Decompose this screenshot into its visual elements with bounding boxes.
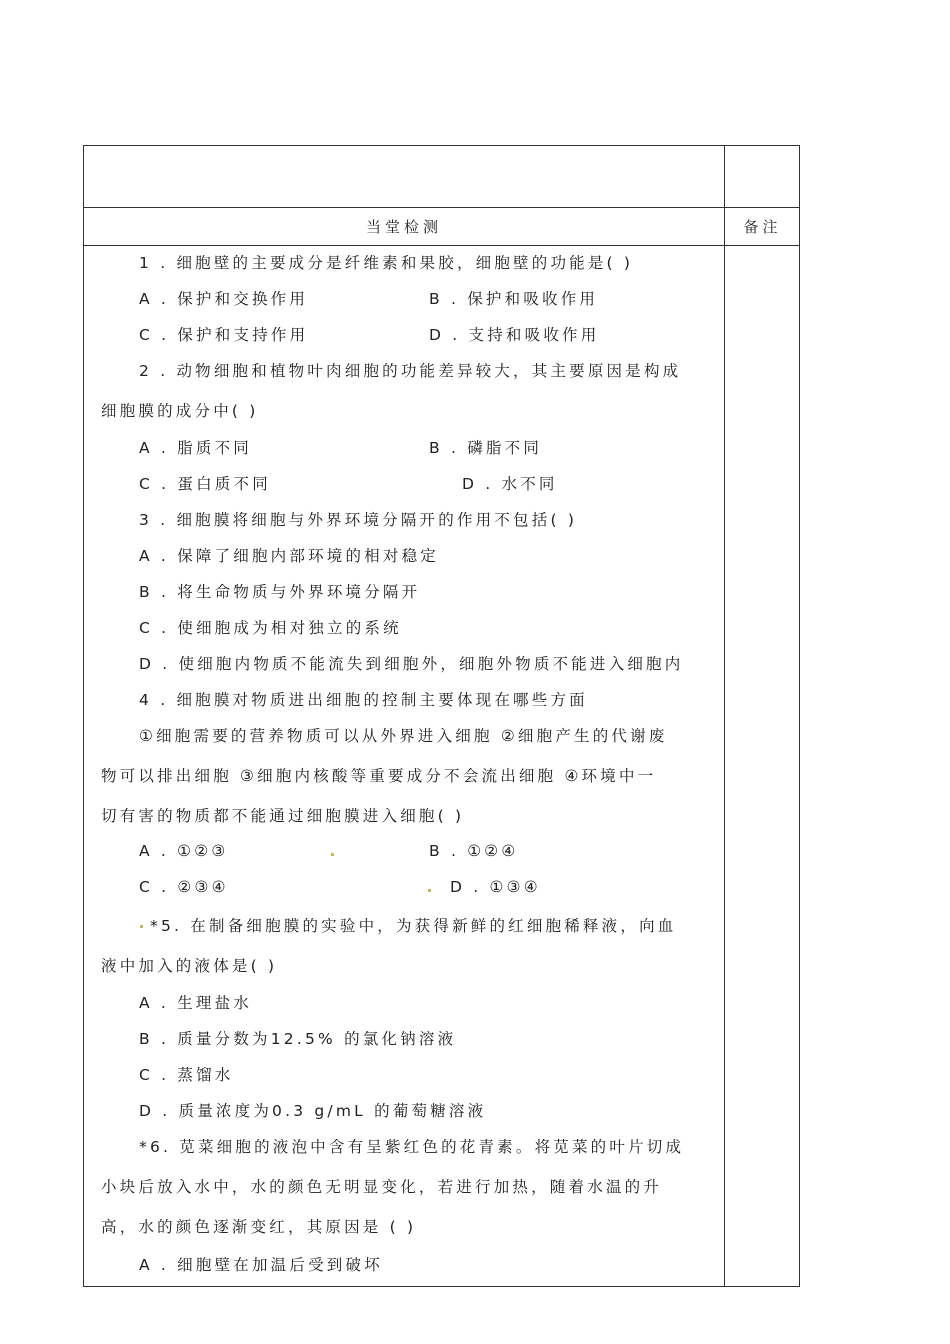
q5-stem-line2: 液中加入的液体是( ) (101, 957, 278, 975)
q3-stem: 3 . 细胞膜将细胞与外界环境分隔开的作用不包括( ) (139, 511, 578, 529)
q1-option-c: C . 保护和支持作用 (139, 326, 309, 344)
q3-option-a: A . 保障了细胞内部环境的相对稳定 (139, 547, 439, 565)
q2-stem-line1: 2 . 动物细胞和植物叶肉细胞的功能差异较大，其主要原因是构成 (139, 362, 682, 380)
q1-option-a: A . 保护和交换作用 (139, 290, 309, 308)
q4-stem: 4 . 细胞膜对物质进出细胞的控制主要体现在哪些方面 (139, 691, 588, 709)
stray-mark (331, 853, 334, 856)
q5-option-d: D . 质量浓度为0.3 g/mL 的葡萄糖溶液 (139, 1102, 487, 1120)
q6-option-a: A . 细胞壁在加温后受到破坏 (139, 1256, 383, 1274)
q4-statements-line2: 物可以排出细胞 ③细胞内核酸等重要成分不会流出细胞 ④环境中一 (101, 767, 657, 785)
row-divider-header (84, 245, 799, 246)
q2-option-a: A . 脂质不同 (139, 439, 252, 457)
q2-stem-line2: 细胞膜的成分中( ) (101, 402, 259, 420)
q2-option-c: C . 蛋白质不同 (139, 475, 271, 493)
q3-option-c: C . 使细胞成为相对独立的系统 (139, 619, 402, 637)
q1-option-d: D . 支持和吸收作用 (429, 326, 600, 344)
q4-option-b: B . ①②④ (429, 842, 519, 860)
column-divider (724, 146, 725, 1286)
q4-option-a: A . ①②③ (139, 842, 229, 860)
stray-mark (428, 889, 431, 892)
q5-stem-line1: *5. 在制备细胞膜的实验中，为获得新鲜的红细胞稀释液，向血 (150, 917, 677, 935)
q1-option-b: B . 保护和吸收作用 (429, 290, 599, 308)
q4-option-c: C . ②③④ (139, 878, 229, 896)
q1-stem: 1 . 细胞壁的主要成分是纤维素和果胶，细胞壁的功能是( ) (139, 254, 634, 272)
q6-stem-line2: 小块后放入水中，水的颜色无明显变化，若进行加热，随着水温的升 (101, 1178, 663, 1196)
q5-option-b: B . 质量分数为12.5% 的氯化钠溶液 (139, 1030, 457, 1048)
q2-option-d: D . 水不同 (462, 475, 558, 493)
q4-statements-line1: ①细胞需要的营养物质可以从外界进入细胞 ②细胞产生的代谢废 (139, 727, 668, 745)
q6-stem-line1: *6. 苋菜细胞的液泡中含有呈紫红色的花青素。将苋菜的叶片切成 (139, 1138, 685, 1156)
question-table (83, 145, 800, 1287)
q2-option-b: B . 磷脂不同 (429, 439, 543, 457)
stray-mark (140, 925, 143, 928)
q4-option-d: D . ①③④ (450, 878, 541, 896)
q3-option-d: D . 使细胞内物质不能流失到细胞外，细胞外物质不能进入细胞内 (139, 655, 684, 673)
q5-option-a: A . 生理盐水 (139, 994, 252, 1012)
notes-column-header: 备注 (743, 218, 782, 236)
q4-statements-line3: 切有害的物质都不能通过细胞膜进入细胞( ) (101, 807, 465, 825)
q6-stem-line3: 高，水的颜色逐渐变红，其原因是 ( ) (101, 1218, 417, 1236)
section-title: 当堂检测 (365, 218, 442, 236)
q3-option-b: B . 将生命物质与外界环境分隔开 (139, 583, 421, 601)
q5-option-c: C . 蒸馏水 (139, 1066, 234, 1084)
